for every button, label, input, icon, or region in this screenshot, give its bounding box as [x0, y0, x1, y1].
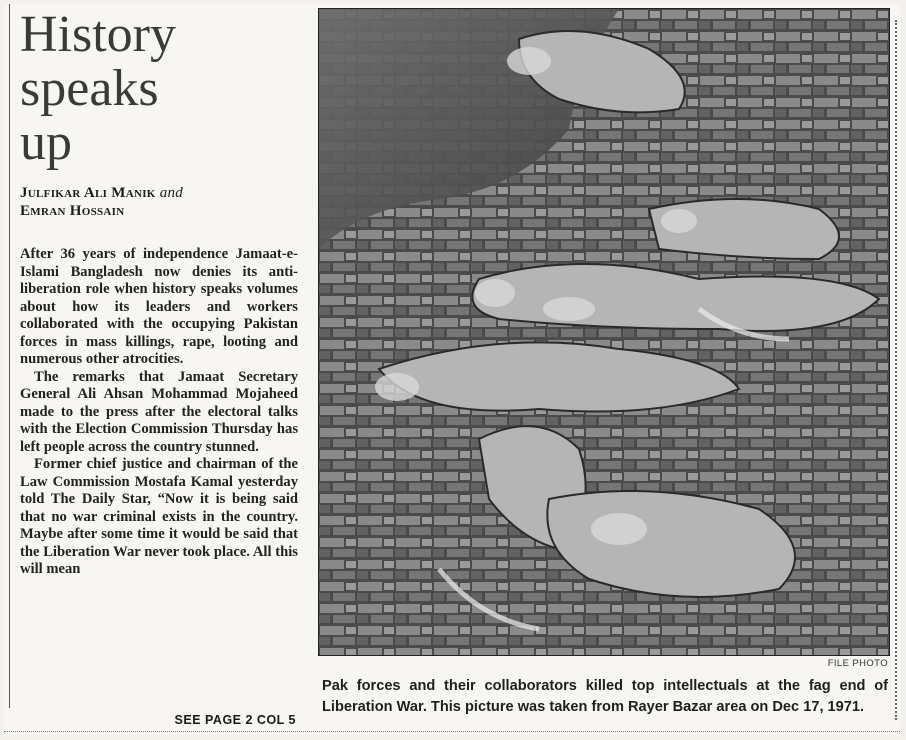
photo-illustration [319, 9, 889, 655]
article-paragraph-1: After 36 years of independence Jamaat-e-Islami Bangladesh now denies its anti-liberation role when history speaks volumes about how its leaders and workers collaborated with the occupying Pakistan forces in mass killings, rape, looting and numerous other atrocities. [20, 246, 298, 367]
photo-credit: FILE PHOTO [827, 658, 888, 669]
byline-author-2: Emran Hossain [20, 203, 125, 219]
byline-author-1: Julfikar Ali Manik [20, 185, 156, 201]
column-rule-left [9, 4, 10, 708]
article-paragraph-2: The remarks that Jamaat Secretary General Ali Ahsan Mohammad Mojaheed made to the press after the electoral talks with the Election Commission Thursday has left people across the country stunned. [20, 368, 298, 455]
news-photo [318, 8, 890, 656]
article-paragraph-3: Former chief justice and chairman of the Law Commission Mostafa Kamal yesterday told The Daily Star, “Now it is being said that no war criminal exists in the country. Maybe after some time it would be said that the Liberation War never took place. All this will mean [20, 456, 298, 577]
headline [20, 8, 300, 170]
headline-line-1: History [20, 6, 176, 63]
headline-line-2: speaks [20, 60, 159, 117]
article-body [20, 246, 298, 579]
byline-conjunction: and [159, 185, 184, 201]
photo-caption: Pak forces and their collaborators killed top intellectuals at the fag end of Liberation War. This picture was taken from Rayer Bazar area on Dec 17, 1971. [322, 678, 888, 715]
byline [20, 184, 300, 220]
headline-line-3: up [20, 114, 72, 171]
continuation-reference: SEE PAGE 2 COL 5 [174, 713, 296, 727]
cut-edge-right [895, 20, 897, 720]
cut-edge-bottom [4, 731, 900, 732]
article-column [20, 8, 300, 728]
